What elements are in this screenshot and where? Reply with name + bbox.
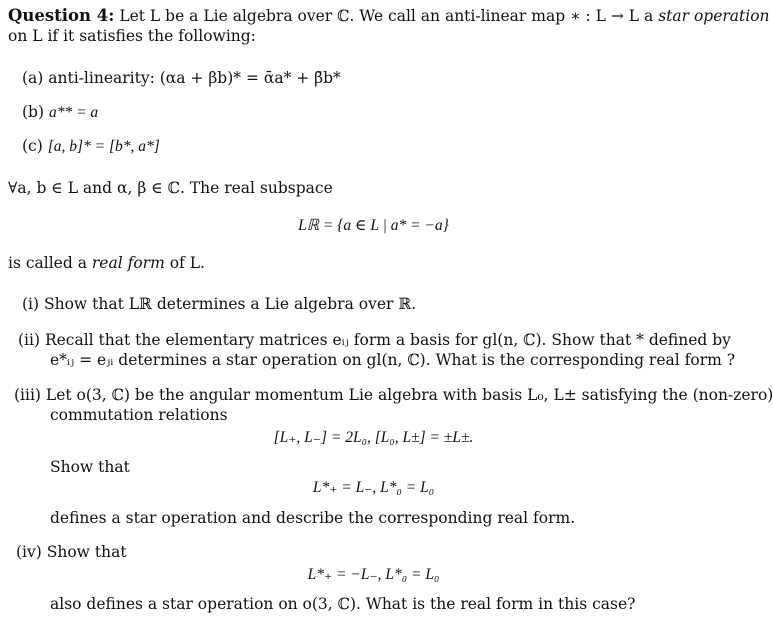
real-form-prefix: is called a	[8, 254, 87, 272]
part-iv-line1	[16, 542, 127, 562]
part-iv-conclusion: also defines a star operation on o(3, ℂ). What is the real form in this case?	[50, 595, 636, 613]
condition-label: (a)	[22, 69, 44, 87]
condition-b	[22, 102, 98, 123]
part-label: (iii)	[14, 386, 41, 404]
part-iii-conclusion: defines a star operation and describe the corresponding real form.	[50, 509, 576, 527]
part-text: Recall that the elementary matrices eᵢⱼ form a basis for gl(n, ℂ). Show that * defined by	[44, 331, 731, 349]
condition-c	[22, 136, 160, 157]
question-intro-text: Let L be a Lie algebra over ℂ. We call an anti-linear map ∗ : L → L a	[119, 7, 654, 25]
commutation-relations: [L₊, L₋] = 2L₀, [L₀, L±] = ±L±.	[273, 429, 474, 446]
real-form-definition	[8, 253, 205, 273]
real-subspace-intro: ∀a, b ∈ L and α, β ∈ ℂ. The real subspace	[8, 179, 333, 197]
part-text: Show that Lℝ determines a Lie algebra over ℝ.	[44, 295, 417, 313]
part-ii-line1	[18, 330, 731, 350]
part-text: Show that	[46, 543, 127, 561]
real-form-suffix: of L.	[169, 254, 205, 272]
part-label: (ii)	[18, 331, 41, 349]
condition-text: a** = a	[48, 104, 99, 121]
part-iii-line1	[14, 385, 773, 405]
part-label: (i)	[22, 295, 40, 313]
question-intro-line2: on L if it satisfies the following:	[8, 27, 256, 45]
condition-text: [a, b]* = [b*, a*]	[47, 138, 160, 155]
condition-a	[22, 68, 341, 88]
part-iii-show: Show that	[50, 458, 130, 476]
part-ii-line2: e*ᵢⱼ = eⱼᵢ determines a star operation on gl(n, ℂ). What is the corresponding real form ?	[50, 351, 736, 369]
condition-label: (b)	[22, 103, 45, 121]
part-iii-formula: L*₊ = L₋, L*₀ = L₀	[312, 479, 435, 496]
part-iv-formula: L*₊ = −L₋, L*₀ = L₀	[307, 566, 440, 583]
condition-text: anti-linearity: (αa + βb)* = ᾱa* + β̄b*	[48, 69, 341, 87]
question-intro-line1	[8, 6, 770, 26]
condition-label: (c)	[22, 137, 43, 155]
real-form-term: real form	[91, 254, 165, 272]
question-heading: Question 4:	[8, 6, 115, 25]
star-operation-term: star operation	[658, 7, 770, 25]
part-text: Let o(3, ℂ) be the angular momentum Lie algebra with basis L₀, L± satisfying the (non-zero)	[45, 386, 773, 404]
part-i	[22, 294, 416, 314]
part-label: (iv)	[16, 543, 42, 561]
part-iii-line2: commutation relations	[50, 406, 228, 424]
real-subspace-formula: Lℝ = {a ∈ L | a* = −a}	[298, 217, 449, 234]
